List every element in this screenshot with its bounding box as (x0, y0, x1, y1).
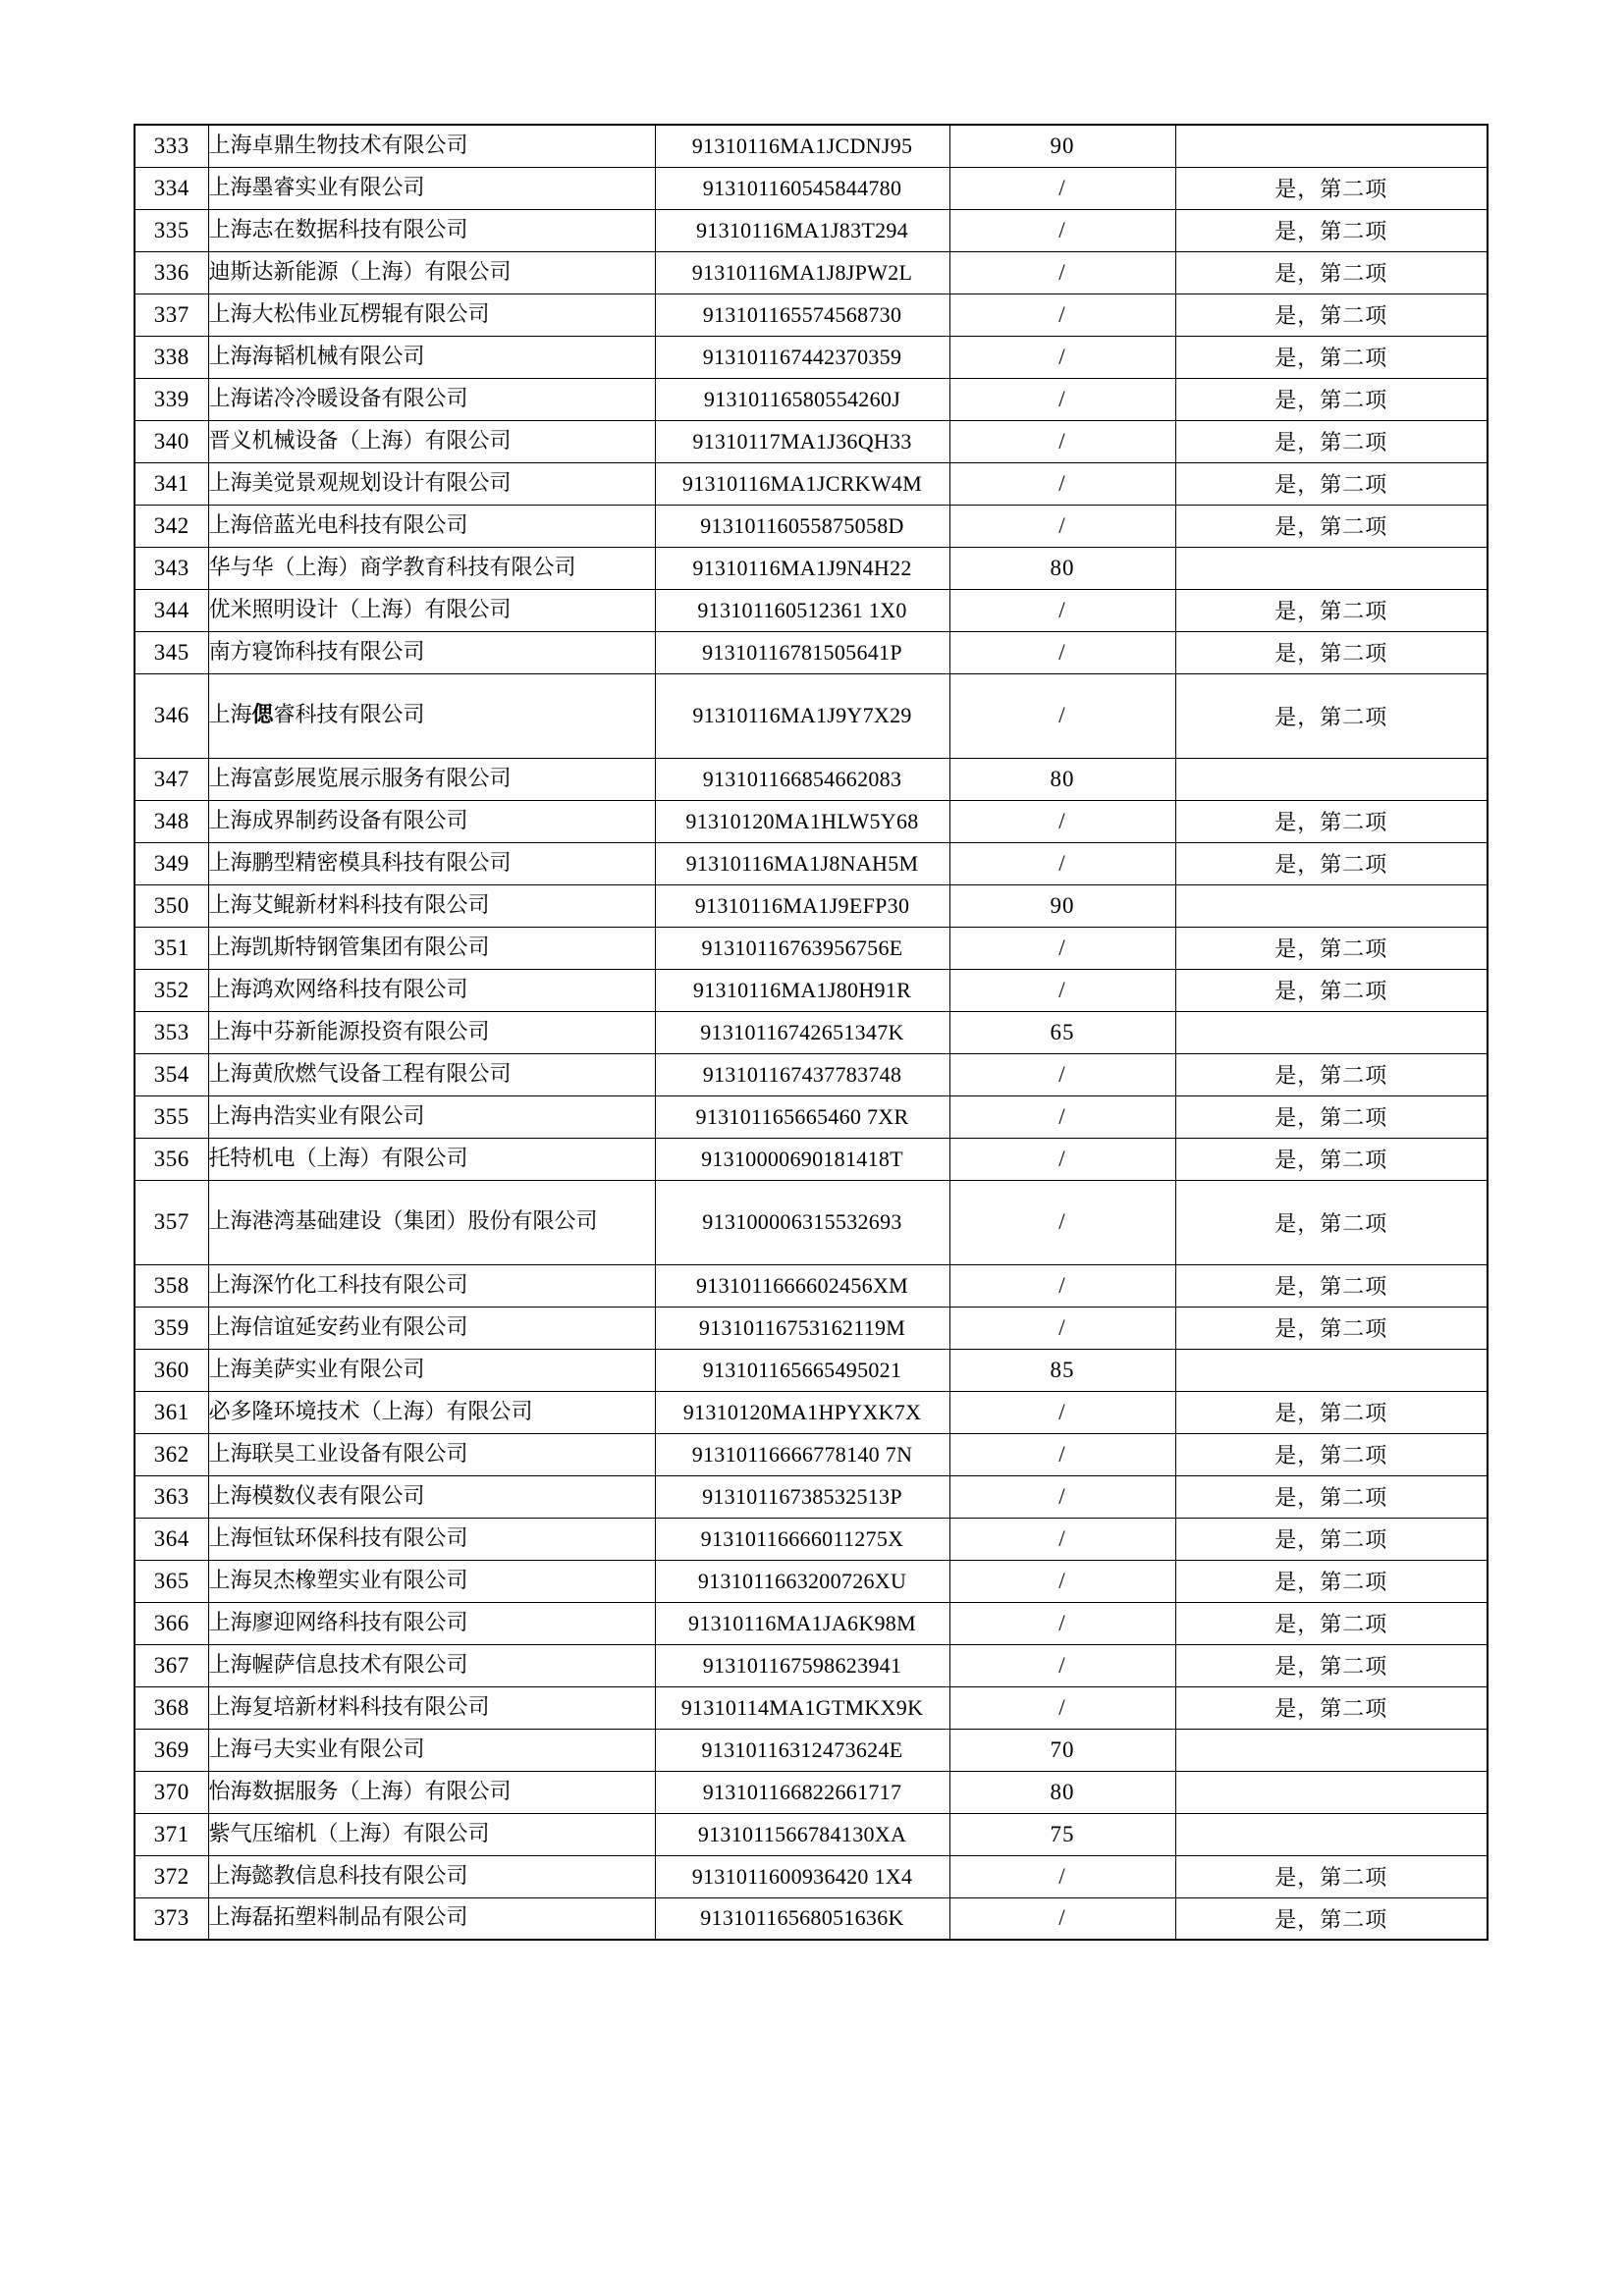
table-row (135, 1602, 1488, 1644)
score-cell: / (949, 167, 1175, 209)
credit-code-cell: 913101165665495021 (655, 1349, 949, 1391)
company-name-cell: 上海鹏型精密模具科技有限公司 (208, 842, 655, 884)
score-cell: / (949, 1391, 1175, 1433)
row-index-cell: 351 (135, 927, 208, 969)
company-name-cell: 上海艾鲲新材料科技有限公司 (208, 884, 655, 927)
credit-code-cell: 91310116055875058D (655, 505, 949, 547)
credit-code-cell: 913101166822661717 (655, 1771, 949, 1813)
score-cell: / (949, 1518, 1175, 1560)
company-name-cell: 上海深竹化工科技有限公司 (208, 1264, 655, 1307)
table-row (135, 969, 1488, 1011)
credit-code-cell: 91310116MA1J80H91R (655, 969, 949, 1011)
table-row (135, 1771, 1488, 1813)
row-index-cell: 337 (135, 294, 208, 336)
row-index-cell: 369 (135, 1729, 208, 1771)
credit-code-cell: 91310116580554260J (655, 378, 949, 420)
table-row (135, 378, 1488, 420)
score-cell: 70 (949, 1729, 1175, 1771)
company-name-cell: 上海廖迎网络科技有限公司 (208, 1602, 655, 1644)
score-cell: / (949, 1180, 1175, 1264)
table-row (135, 1391, 1488, 1433)
negative-list-note-cell (1175, 884, 1488, 927)
credit-code-cell: 91310116666778140 7N (655, 1433, 949, 1475)
credit-code-cell: 913101167442370359 (655, 336, 949, 378)
table-row (135, 420, 1488, 462)
row-index-cell: 366 (135, 1602, 208, 1644)
row-index-cell: 343 (135, 547, 208, 589)
credit-code-cell: 91310116738532513P (655, 1475, 949, 1518)
negative-list-note-cell: 是，第二项 (1175, 673, 1488, 758)
row-index-cell: 342 (135, 505, 208, 547)
credit-code-cell: 913101165574568730 (655, 294, 949, 336)
score-cell: / (949, 378, 1175, 420)
company-name-cell: 华与华（上海）商学教育科技有限公司 (208, 547, 655, 589)
credit-code-cell: 91310120MA1HPYXK7X (655, 1391, 949, 1433)
table-row (135, 336, 1488, 378)
score-cell: / (949, 462, 1175, 505)
negative-list-note-cell: 是，第二项 (1175, 1602, 1488, 1644)
row-index-cell: 354 (135, 1053, 208, 1095)
negative-list-note-cell: 是，第二项 (1175, 1391, 1488, 1433)
credit-code-cell: 91310116MA1JCRKW4M (655, 462, 949, 505)
negative-list-note-cell: 是，第二项 (1175, 1138, 1488, 1180)
credit-code-cell: 91310116568051636K (655, 1897, 949, 1940)
negative-list-note-cell: 是，第二项 (1175, 505, 1488, 547)
credit-code-cell: 9131011566784130XA (655, 1813, 949, 1855)
company-name-cell: 上海凯斯特钢管集团有限公司 (208, 927, 655, 969)
credit-code-cell: 913101165665460 7XR (655, 1095, 949, 1138)
row-index-cell: 348 (135, 800, 208, 842)
row-index-cell: 346 (135, 673, 208, 758)
negative-list-note-cell: 是，第二项 (1175, 1518, 1488, 1560)
row-index-cell: 359 (135, 1307, 208, 1349)
negative-list-note-cell: 是，第二项 (1175, 209, 1488, 251)
score-cell: / (949, 842, 1175, 884)
credit-code-cell: 913101166854662083 (655, 758, 949, 800)
company-name-cell: 上海大松伟业瓦楞辊有限公司 (208, 294, 655, 336)
table-row (135, 1560, 1488, 1602)
table-row (135, 1729, 1488, 1771)
company-name-cell: 上海恒钛环保科技有限公司 (208, 1518, 655, 1560)
negative-list-note-cell (1175, 547, 1488, 589)
score-cell: 80 (949, 547, 1175, 589)
table-row (135, 209, 1488, 251)
score-cell: / (949, 420, 1175, 462)
score-cell: / (949, 1686, 1175, 1729)
table-row (135, 1180, 1488, 1264)
negative-list-note-cell: 是，第二项 (1175, 927, 1488, 969)
score-cell: / (949, 589, 1175, 631)
negative-list-note-cell: 是，第二项 (1175, 1560, 1488, 1602)
table-body (135, 125, 1488, 1940)
table-row (135, 927, 1488, 969)
row-index-cell: 347 (135, 758, 208, 800)
company-name-cell: 南方寝饰科技有限公司 (208, 631, 655, 673)
credit-code-cell: 91310116MA1J9N4H22 (655, 547, 949, 589)
score-cell: / (949, 631, 1175, 673)
score-cell: / (949, 1095, 1175, 1138)
negative-list-note-cell: 是，第二项 (1175, 378, 1488, 420)
credit-code-cell: 913101167598623941 (655, 1644, 949, 1686)
company-name-cell: 上海卓鼎生物技术有限公司 (208, 125, 655, 167)
score-cell: / (949, 1138, 1175, 1180)
table-row (135, 1518, 1488, 1560)
credit-code-cell: 91310120MA1HLW5Y68 (655, 800, 949, 842)
table-row (135, 1433, 1488, 1475)
negative-list-note-cell: 是，第二项 (1175, 1095, 1488, 1138)
table-row (135, 1644, 1488, 1686)
company-name-cell: 必多隆环境技术（上海）有限公司 (208, 1391, 655, 1433)
score-cell: / (949, 1475, 1175, 1518)
negative-list-note-cell (1175, 1813, 1488, 1855)
table-row (135, 1855, 1488, 1897)
negative-list-note-cell: 是，第二项 (1175, 631, 1488, 673)
credit-code-cell: 91310116753162119M (655, 1307, 949, 1349)
negative-list-note-cell: 是，第二项 (1175, 294, 1488, 336)
row-index-cell: 353 (135, 1011, 208, 1053)
row-index-cell: 367 (135, 1644, 208, 1686)
company-name-cell: 上海鸿欢网络科技有限公司 (208, 969, 655, 1011)
company-name-cell: 上海美觉景观规划设计有限公司 (208, 462, 655, 505)
credit-code-cell: 91310116781505641P (655, 631, 949, 673)
company-name-cell: 上海倍蓝光电科技有限公司 (208, 505, 655, 547)
negative-list-note-cell: 是，第二项 (1175, 1307, 1488, 1349)
credit-code-cell: 91310114MA1GTMKX9K (655, 1686, 949, 1729)
negative-list-note-cell: 是，第二项 (1175, 1855, 1488, 1897)
table-row (135, 294, 1488, 336)
company-name-cell: 迪斯达新能源（上海）有限公司 (208, 251, 655, 294)
company-name-cell: 上海墨睿实业有限公司 (208, 167, 655, 209)
negative-list-note-cell: 是，第二项 (1175, 251, 1488, 294)
company-name-cell: 上海幄萨信息技术有限公司 (208, 1644, 655, 1686)
company-name-cell: 上海炅杰橡塑实业有限公司 (208, 1560, 655, 1602)
score-cell: / (949, 1602, 1175, 1644)
credit-code-cell: 913101167437783748 (655, 1053, 949, 1095)
company-name-cell: 上海磊拓塑料制品有限公司 (208, 1897, 655, 1940)
row-index-cell: 357 (135, 1180, 208, 1264)
table-row (135, 884, 1488, 927)
negative-list-note-cell: 是，第二项 (1175, 336, 1488, 378)
score-cell: / (949, 969, 1175, 1011)
credit-code-cell: 91310116MA1J9EFP30 (655, 884, 949, 927)
credit-code-cell: 913100006315532693 (655, 1180, 949, 1264)
negative-list-note-cell: 是，第二项 (1175, 1264, 1488, 1307)
company-name-cell: 上海弓夫实业有限公司 (208, 1729, 655, 1771)
negative-list-note-cell: 是，第二项 (1175, 167, 1488, 209)
negative-list-note-cell: 是，第二项 (1175, 1433, 1488, 1475)
score-cell: 80 (949, 1771, 1175, 1813)
company-name-cell: 上海富彭展览展示服务有限公司 (208, 758, 655, 800)
table-row (135, 1897, 1488, 1940)
company-name-cell: 上海复培新材料科技有限公司 (208, 1686, 655, 1729)
score-cell: 90 (949, 884, 1175, 927)
row-index-cell: 338 (135, 336, 208, 378)
listing-table-container (134, 124, 1487, 1941)
company-name-cell: 上海模数仪表有限公司 (208, 1475, 655, 1518)
row-index-cell: 368 (135, 1686, 208, 1729)
score-cell: / (949, 673, 1175, 758)
score-cell: / (949, 336, 1175, 378)
score-cell: 75 (949, 1813, 1175, 1855)
score-cell: 90 (949, 125, 1175, 167)
score-cell: / (949, 1264, 1175, 1307)
row-index-cell: 371 (135, 1813, 208, 1855)
table-row (135, 1095, 1488, 1138)
row-index-cell: 356 (135, 1138, 208, 1180)
row-index-cell: 355 (135, 1095, 208, 1138)
table-row (135, 842, 1488, 884)
table-row (135, 589, 1488, 631)
company-name-cell: 晋义机械设备（上海）有限公司 (208, 420, 655, 462)
company-name-cell: 上海成界制药设备有限公司 (208, 800, 655, 842)
score-cell: / (949, 800, 1175, 842)
table-row (135, 1138, 1488, 1180)
table-row (135, 251, 1488, 294)
company-name-cell: 上海信谊延安药业有限公司 (208, 1307, 655, 1349)
credit-code-cell: 913101160545844780 (655, 167, 949, 209)
table-row (135, 547, 1488, 589)
score-cell: / (949, 927, 1175, 969)
negative-list-note-cell: 是，第二项 (1175, 1180, 1488, 1264)
table-row (135, 1264, 1488, 1307)
negative-list-note-cell (1175, 1771, 1488, 1813)
company-name-cell: 上海海韬机械有限公司 (208, 336, 655, 378)
score-cell: / (949, 294, 1175, 336)
row-index-cell: 350 (135, 884, 208, 927)
company-name-cell: 上海美萨实业有限公司 (208, 1349, 655, 1391)
company-name-cell: 上海黄欣燃气设备工程有限公司 (208, 1053, 655, 1095)
row-index-cell: 341 (135, 462, 208, 505)
table-row (135, 1307, 1488, 1349)
credit-code-cell: 91310116666011275X (655, 1518, 949, 1560)
row-index-cell: 333 (135, 125, 208, 167)
negative-list-note-cell: 是，第二项 (1175, 589, 1488, 631)
score-cell: / (949, 1560, 1175, 1602)
row-index-cell: 340 (135, 420, 208, 462)
row-index-cell: 372 (135, 1855, 208, 1897)
row-index-cell: 334 (135, 167, 208, 209)
table-row (135, 758, 1488, 800)
table-row (135, 673, 1488, 758)
score-cell: / (949, 505, 1175, 547)
credit-code-cell: 91310116MA1J9Y7X29 (655, 673, 949, 758)
negative-list-note-cell (1175, 1729, 1488, 1771)
credit-code-cell: 9131011600936420 1X4 (655, 1855, 949, 1897)
score-cell: / (949, 209, 1175, 251)
credit-code-cell: 9131011666602456XM (655, 1264, 949, 1307)
negative-list-note-cell (1175, 758, 1488, 800)
score-cell: / (949, 1053, 1175, 1095)
negative-list-note-cell: 是，第二项 (1175, 842, 1488, 884)
company-name-cell: 上海偲睿科技有限公司 (208, 673, 655, 758)
score-cell: / (949, 1433, 1175, 1475)
credit-code-cell: 91310116MA1JCDNJ95 (655, 125, 949, 167)
table-row (135, 631, 1488, 673)
row-index-cell: 349 (135, 842, 208, 884)
company-name-cell: 怡海数据服务（上海）有限公司 (208, 1771, 655, 1813)
credit-code-cell: 91310116MA1JA6K98M (655, 1602, 949, 1644)
company-name-cell: 上海港湾基础建设（集团）股份有限公司 (208, 1180, 655, 1264)
row-index-cell: 365 (135, 1560, 208, 1602)
table-row (135, 1813, 1488, 1855)
credit-code-cell: 91310000690181418T (655, 1138, 949, 1180)
negative-list-note-cell: 是，第二项 (1175, 800, 1488, 842)
credit-code-cell: 91310116312473624E (655, 1729, 949, 1771)
row-index-cell: 352 (135, 969, 208, 1011)
score-cell: / (949, 1307, 1175, 1349)
company-name-cell: 上海冉浩实业有限公司 (208, 1095, 655, 1138)
table-row (135, 1686, 1488, 1729)
negative-list-note-cell: 是，第二项 (1175, 1686, 1488, 1729)
row-index-cell: 358 (135, 1264, 208, 1307)
row-index-cell: 370 (135, 1771, 208, 1813)
table-row (135, 167, 1488, 209)
score-cell: / (949, 1897, 1175, 1940)
company-name-cell: 托特机电（上海）有限公司 (208, 1138, 655, 1180)
table-row (135, 1053, 1488, 1095)
company-name-cell: 上海志在数据科技有限公司 (208, 209, 655, 251)
row-index-cell: 363 (135, 1475, 208, 1518)
row-index-cell: 361 (135, 1391, 208, 1433)
row-index-cell: 345 (135, 631, 208, 673)
table-row (135, 462, 1488, 505)
row-index-cell: 360 (135, 1349, 208, 1391)
company-listing-table (134, 124, 1489, 1941)
negative-list-note-cell (1175, 1349, 1488, 1391)
row-index-cell: 362 (135, 1433, 208, 1475)
negative-list-note-cell (1175, 125, 1488, 167)
credit-code-cell: 9131011663200726XU (655, 1560, 949, 1602)
negative-list-note-cell: 是，第二项 (1175, 1053, 1488, 1095)
credit-code-cell: 91310116763956756E (655, 927, 949, 969)
table-row (135, 1475, 1488, 1518)
company-name-cell: 上海联昊工业设备有限公司 (208, 1433, 655, 1475)
credit-code-cell: 91310116742651347K (655, 1011, 949, 1053)
company-name-cell: 上海诺冷冷暖设备有限公司 (208, 378, 655, 420)
negative-list-note-cell: 是，第二项 (1175, 462, 1488, 505)
negative-list-note-cell: 是，第二项 (1175, 1475, 1488, 1518)
score-cell: 80 (949, 758, 1175, 800)
row-index-cell: 335 (135, 209, 208, 251)
credit-code-cell: 91310116MA1J8JPW2L (655, 251, 949, 294)
credit-code-cell: 91310117MA1J36QH33 (655, 420, 949, 462)
company-name-cell: 紫气压缩机（上海）有限公司 (208, 1813, 655, 1855)
emphasized-character: 偲 (251, 702, 274, 728)
row-index-cell: 364 (135, 1518, 208, 1560)
score-cell: / (949, 1855, 1175, 1897)
row-index-cell: 344 (135, 589, 208, 631)
negative-list-note-cell: 是，第二项 (1175, 1897, 1488, 1940)
table-row (135, 1011, 1488, 1053)
negative-list-note-cell: 是，第二项 (1175, 1644, 1488, 1686)
row-index-cell: 373 (135, 1897, 208, 1940)
score-cell: / (949, 1644, 1175, 1686)
company-name-cell: 上海懿教信息科技有限公司 (208, 1855, 655, 1897)
credit-code-cell: 91310116MA1J83T294 (655, 209, 949, 251)
table-row (135, 1349, 1488, 1391)
company-name-cell: 上海中芬新能源投资有限公司 (208, 1011, 655, 1053)
table-row (135, 800, 1488, 842)
row-index-cell: 336 (135, 251, 208, 294)
score-cell: 65 (949, 1011, 1175, 1053)
score-cell: / (949, 251, 1175, 294)
negative-list-note-cell: 是，第二项 (1175, 420, 1488, 462)
table-row (135, 505, 1488, 547)
score-cell: 85 (949, 1349, 1175, 1391)
table-row (135, 125, 1488, 167)
negative-list-note-cell (1175, 1011, 1488, 1053)
negative-list-note-cell: 是，第二项 (1175, 969, 1488, 1011)
company-name-cell: 优米照明设计（上海）有限公司 (208, 589, 655, 631)
row-index-cell: 339 (135, 378, 208, 420)
credit-code-cell: 913101160512361 1X0 (655, 589, 949, 631)
credit-code-cell: 91310116MA1J8NAH5M (655, 842, 949, 884)
